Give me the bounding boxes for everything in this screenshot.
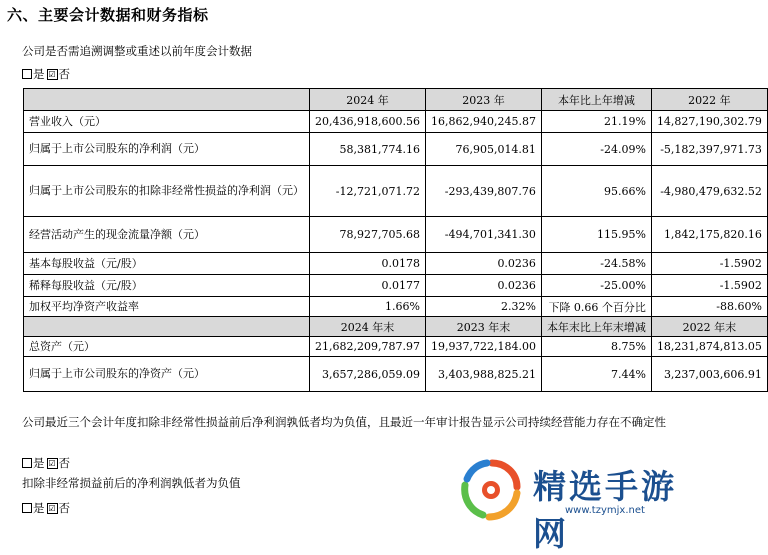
row-label: 稀释每股收益（元/股）	[24, 275, 310, 297]
header-cell: 2024 年末	[310, 317, 426, 337]
change-cell: 21.19%	[541, 111, 651, 133]
table-row	[24, 217, 768, 253]
option-no: 否	[58, 501, 70, 515]
watermark-url: www.tzymjx.net	[565, 505, 645, 516]
value-cell: 58,381,774.16	[310, 133, 426, 166]
change-cell: 115.95%	[541, 217, 651, 253]
watermark-text: 精选手游网	[533, 467, 677, 553]
table-row	[24, 357, 768, 392]
table-header-row	[24, 89, 768, 111]
value-cell: -293,439,807.76	[425, 166, 541, 217]
value-cell: 21,682,209,787.97	[310, 337, 426, 357]
value-cell: -12,721,071.72	[310, 166, 426, 217]
row-label: 归属于上市公司股东的净资产（元）	[24, 357, 310, 392]
option-no: 否	[58, 456, 70, 470]
value-cell: 0.0236	[425, 275, 541, 297]
table-row	[24, 133, 768, 166]
value-cell: -494,701,341.30	[425, 217, 541, 253]
header-cell: 2023 年	[425, 89, 541, 111]
value-cell: 76,905,014.81	[425, 133, 541, 166]
value-cell: 78,927,705.68	[310, 217, 426, 253]
header-blank-cell	[24, 89, 310, 111]
row-label: 归属于上市公司股东的扣除非经常性损益的净利润（元）	[24, 166, 310, 217]
value-cell: 3,237,003,606.91	[651, 357, 767, 392]
restatement-question: 公司是否需追溯调整或重述以前年度会计数据	[22, 44, 252, 58]
going-concern-options	[22, 455, 70, 471]
value-cell: -5,182,397,971.73	[651, 133, 767, 166]
option-yes: 是	[33, 456, 45, 470]
value-cell: -1.5902	[651, 275, 767, 297]
change-cell: -24.09%	[541, 133, 651, 166]
row-label: 加权平均净资产收益率	[24, 297, 310, 317]
unchecked-box-icon	[22, 503, 32, 513]
header-cell: 2022 年	[651, 89, 767, 111]
unchecked-box-icon	[22, 69, 32, 79]
value-cell: 18,231,874,813.05	[651, 337, 767, 357]
value-cell: 20,436,918,600.56	[310, 111, 426, 133]
value-cell: 19,937,722,184.00	[425, 337, 541, 357]
value-cell: 2.32%	[425, 297, 541, 317]
header-cell: 2022 年末	[651, 317, 767, 337]
row-label: 营业收入（元）	[24, 111, 310, 133]
table-row	[24, 297, 768, 317]
value-cell: -4,980,479,632.52	[651, 166, 767, 217]
table-row	[24, 111, 768, 133]
section-title: 六、主要会计数据和财务指标	[7, 6, 209, 24]
restatement-options	[22, 66, 70, 82]
value-cell: 14,827,190,302.79	[651, 111, 767, 133]
checked-box-icon: ☑	[48, 69, 56, 79]
option-yes: 是	[33, 67, 45, 81]
change-cell: 下降 0.66 个百分比	[541, 297, 651, 317]
option-yes: 是	[33, 501, 45, 515]
financial-data-table	[23, 88, 768, 392]
table-row	[24, 166, 768, 217]
header-cell: 本年末比上年末增减	[541, 317, 651, 337]
option-no: 否	[58, 67, 70, 81]
row-label: 归属于上市公司股东的净利润（元）	[24, 133, 310, 166]
value-cell: 3,657,286,059.09	[310, 357, 426, 392]
value-cell: -1.5902	[651, 253, 767, 275]
row-label: 基本每股收益（元/股）	[24, 253, 310, 275]
change-cell: 95.66%	[541, 166, 651, 217]
header-cell: 2023 年末	[425, 317, 541, 337]
value-cell: 3,403,988,825.21	[425, 357, 541, 392]
table-header-row	[24, 317, 768, 337]
negative-profit-options	[22, 500, 70, 516]
table-row	[24, 275, 768, 297]
row-label: 经营活动产生的现金流量净额（元）	[24, 217, 310, 253]
unchecked-box-icon	[22, 458, 32, 468]
change-cell: 8.75%	[541, 337, 651, 357]
table-row	[24, 253, 768, 275]
value-cell: 1,842,175,820.16	[651, 217, 767, 253]
value-cell: 16,862,940,245.87	[425, 111, 541, 133]
header-cell: 2024 年	[310, 89, 426, 111]
header-blank-cell	[24, 317, 310, 337]
value-cell: 0.0236	[425, 253, 541, 275]
negative-profit-note: 扣除非经常损益前后的净利润孰低者为负值	[22, 476, 241, 490]
going-concern-note: 公司最近三个会计年度扣除非经常性损益前后净利润孰低者均为负值，且最近一年审计报告显示公司持续经营能力存在不确定性	[22, 415, 666, 429]
table-row	[24, 337, 768, 357]
value-cell: 1.66%	[310, 297, 426, 317]
value-cell: 0.0178	[310, 253, 426, 275]
row-label: 总资产（元）	[24, 337, 310, 357]
checked-box-icon: ☑	[48, 458, 56, 468]
watermark	[455, 455, 707, 553]
change-cell: -25.00%	[541, 275, 651, 297]
change-cell: -24.58%	[541, 253, 651, 275]
change-cell: 7.44%	[541, 357, 651, 392]
checked-box-icon: ☑	[48, 503, 56, 513]
value-cell: 0.0177	[310, 275, 426, 297]
value-cell: -88.60%	[651, 297, 767, 317]
swirl-logo-icon	[457, 455, 527, 522]
header-cell: 本年比上年增减	[541, 89, 651, 111]
